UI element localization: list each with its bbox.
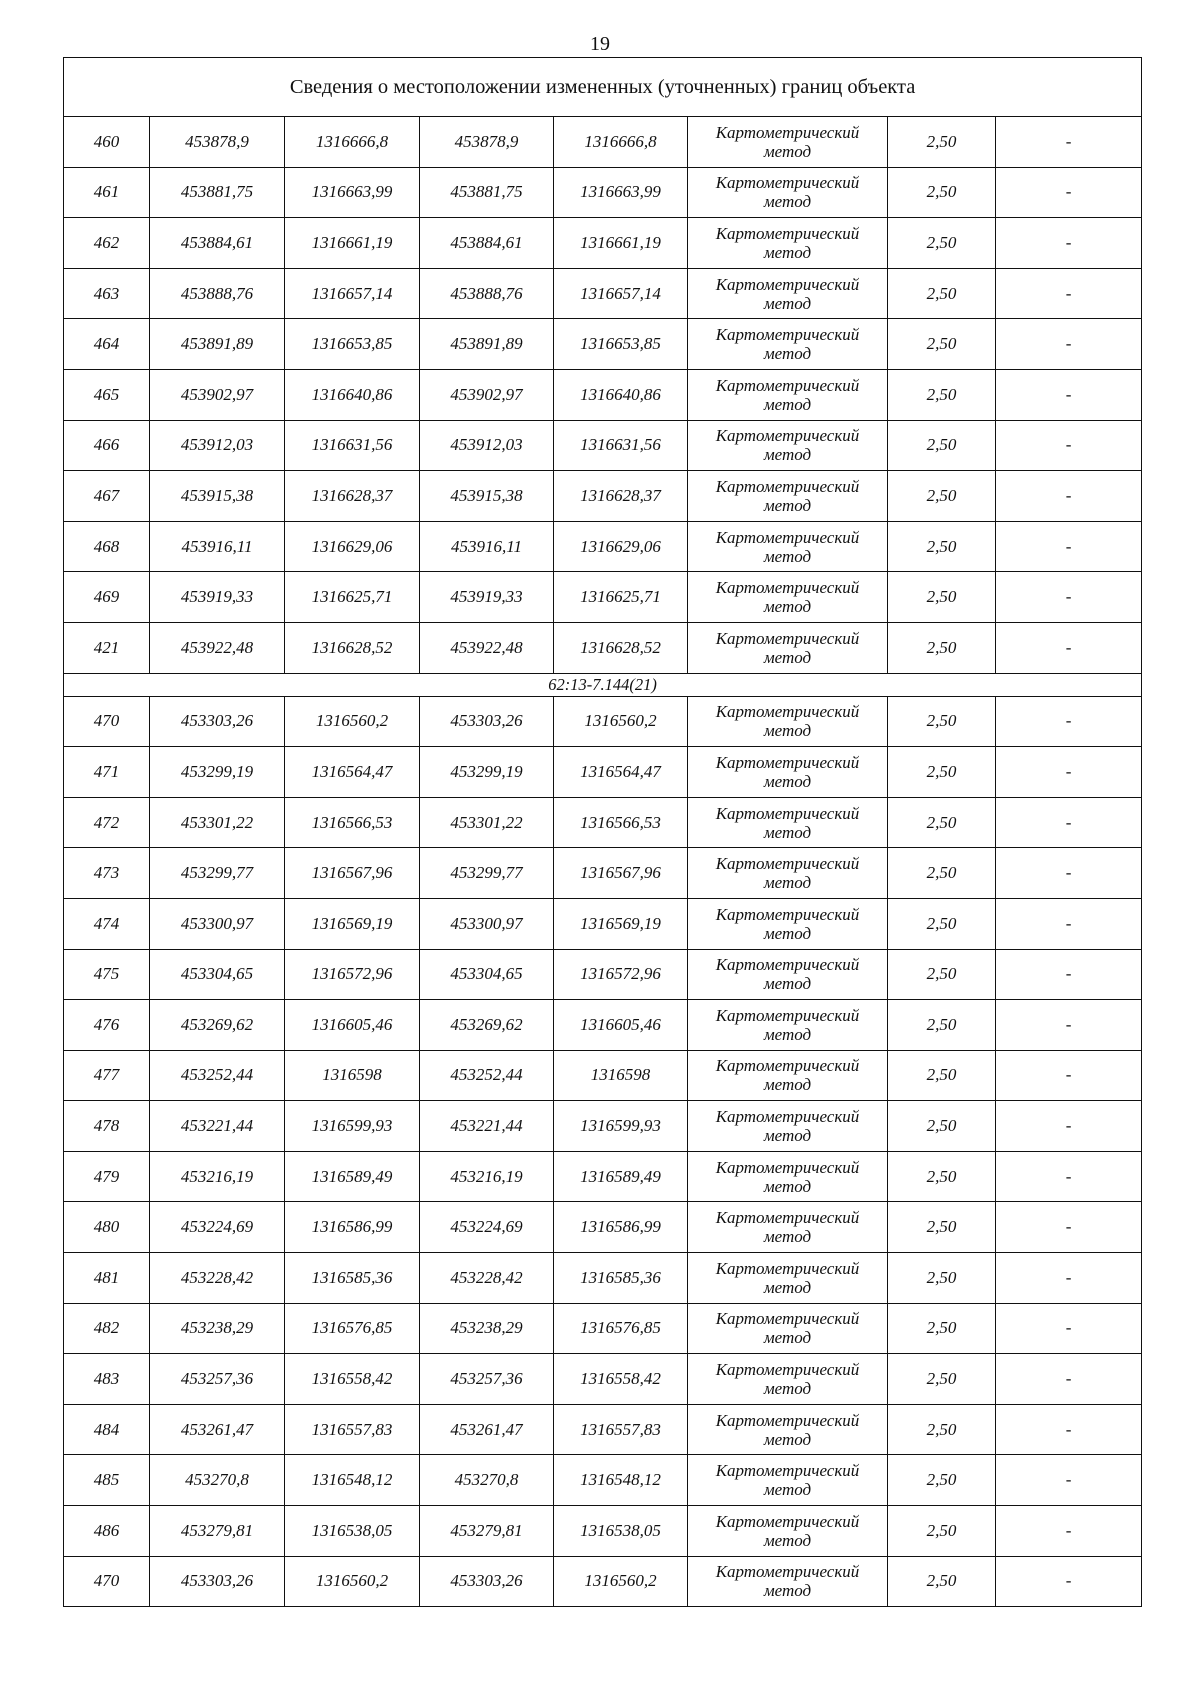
- y-coordinate-cell: 1316569,19: [285, 898, 420, 949]
- y-coordinate-cell: 1316589,49: [285, 1151, 420, 1202]
- table-row: [64, 117, 1142, 168]
- x-coordinate-cell: 453279,81: [150, 1506, 285, 1557]
- y-coordinate-refined-cell: 1316567,96: [554, 848, 688, 899]
- x-coordinate-cell: 453269,62: [150, 1000, 285, 1051]
- y-coordinate-cell: 1316560,2: [285, 696, 420, 747]
- table-row: [64, 1253, 1142, 1304]
- y-coordinate-cell: 1316599,93: [285, 1101, 420, 1152]
- y-coordinate-refined-cell: 1316585,36: [554, 1253, 688, 1304]
- note-cell: -: [996, 1202, 1142, 1253]
- x-coordinate-refined-cell: 453902,97: [420, 369, 554, 420]
- method-cell: Картометрический метод: [688, 1404, 888, 1455]
- x-coordinate-cell: 453216,19: [150, 1151, 285, 1202]
- accuracy-cell: 2,50: [888, 521, 996, 572]
- x-coordinate-cell: 453224,69: [150, 1202, 285, 1253]
- y-coordinate-cell: 1316661,19: [285, 218, 420, 269]
- x-coordinate-cell: 453922,48: [150, 622, 285, 673]
- y-coordinate-refined-cell: 1316653,85: [554, 319, 688, 370]
- accuracy-cell: 2,50: [888, 369, 996, 420]
- note-cell: -: [996, 622, 1142, 673]
- point-number-cell: 485: [64, 1455, 150, 1506]
- point-number-cell: 483: [64, 1354, 150, 1405]
- y-coordinate-cell: 1316663,99: [285, 167, 420, 218]
- x-coordinate-refined-cell: 453878,9: [420, 117, 554, 168]
- y-coordinate-refined-cell: 1316569,19: [554, 898, 688, 949]
- point-number-cell: 470: [64, 1556, 150, 1607]
- point-number-cell: 463: [64, 268, 150, 319]
- y-coordinate-refined-cell: 1316566,53: [554, 797, 688, 848]
- table-title-row: [64, 58, 1142, 117]
- method-cell: Картометрический метод: [688, 319, 888, 370]
- table-row: [64, 1151, 1142, 1202]
- note-cell: -: [996, 747, 1142, 798]
- accuracy-cell: 2,50: [888, 1050, 996, 1101]
- method-cell: Картометрический метод: [688, 1253, 888, 1304]
- y-coordinate-refined-cell: 1316557,83: [554, 1404, 688, 1455]
- x-coordinate-refined-cell: 453881,75: [420, 167, 554, 218]
- point-number-cell: 481: [64, 1253, 150, 1304]
- accuracy-cell: 2,50: [888, 1455, 996, 1506]
- note-cell: -: [996, 1404, 1142, 1455]
- boundary-coordinates-table: [63, 57, 1142, 1607]
- x-coordinate-refined-cell: 453922,48: [420, 622, 554, 673]
- point-number-cell: 484: [64, 1404, 150, 1455]
- method-cell: Картометрический метод: [688, 848, 888, 899]
- accuracy-cell: 2,50: [888, 1202, 996, 1253]
- y-coordinate-refined-cell: 1316657,14: [554, 268, 688, 319]
- table-row: [64, 1000, 1142, 1051]
- note-cell: -: [996, 218, 1142, 269]
- x-coordinate-refined-cell: 453916,11: [420, 521, 554, 572]
- table-row: [64, 319, 1142, 370]
- method-cell: Картометрический метод: [688, 521, 888, 572]
- y-coordinate-refined-cell: 1316560,2: [554, 1556, 688, 1607]
- method-cell: Картометрический метод: [688, 696, 888, 747]
- method-cell: Картометрический метод: [688, 1455, 888, 1506]
- method-cell: Картометрический метод: [688, 949, 888, 1000]
- y-coordinate-cell: 1316631,56: [285, 420, 420, 471]
- note-cell: -: [996, 1151, 1142, 1202]
- x-coordinate-refined-cell: 453224,69: [420, 1202, 554, 1253]
- note-cell: -: [996, 521, 1142, 572]
- note-cell: -: [996, 898, 1142, 949]
- table-row: [64, 268, 1142, 319]
- method-cell: Картометрический метод: [688, 471, 888, 522]
- x-coordinate-refined-cell: 453919,33: [420, 572, 554, 623]
- x-coordinate-cell: 453261,47: [150, 1404, 285, 1455]
- x-coordinate-cell: 453228,42: [150, 1253, 285, 1304]
- table-row: [64, 1404, 1142, 1455]
- x-coordinate-refined-cell: 453299,19: [420, 747, 554, 798]
- y-coordinate-refined-cell: 1316538,05: [554, 1506, 688, 1557]
- table-row: [64, 420, 1142, 471]
- table-row: [64, 218, 1142, 269]
- point-number-cell: 476: [64, 1000, 150, 1051]
- accuracy-cell: 2,50: [888, 471, 996, 522]
- note-cell: -: [996, 572, 1142, 623]
- method-cell: Картометрический метод: [688, 747, 888, 798]
- method-cell: Картометрический метод: [688, 218, 888, 269]
- y-coordinate-refined-cell: 1316625,71: [554, 572, 688, 623]
- y-coordinate-refined-cell: 1316661,19: [554, 218, 688, 269]
- x-coordinate-refined-cell: 453257,36: [420, 1354, 554, 1405]
- section-header-row: [64, 673, 1142, 696]
- point-number-cell: 482: [64, 1303, 150, 1354]
- point-number-cell: 467: [64, 471, 150, 522]
- table-row: [64, 1556, 1142, 1607]
- accuracy-cell: 2,50: [888, 167, 996, 218]
- y-coordinate-cell: 1316566,53: [285, 797, 420, 848]
- point-number-cell: 468: [64, 521, 150, 572]
- accuracy-cell: 2,50: [888, 1151, 996, 1202]
- method-cell: Картометрический метод: [688, 117, 888, 168]
- x-coordinate-refined-cell: 453216,19: [420, 1151, 554, 1202]
- x-coordinate-cell: 453303,26: [150, 696, 285, 747]
- x-coordinate-cell: 453916,11: [150, 521, 285, 572]
- accuracy-cell: 2,50: [888, 797, 996, 848]
- x-coordinate-cell: 453902,97: [150, 369, 285, 420]
- y-coordinate-cell: 1316628,37: [285, 471, 420, 522]
- page-number: 19: [590, 33, 610, 55]
- method-cell: Картометрический метод: [688, 1506, 888, 1557]
- x-coordinate-refined-cell: 453238,29: [420, 1303, 554, 1354]
- x-coordinate-cell: 453888,76: [150, 268, 285, 319]
- table-row: [64, 949, 1142, 1000]
- table-row: [64, 797, 1142, 848]
- method-cell: Картометрический метод: [688, 420, 888, 471]
- y-coordinate-cell: 1316629,06: [285, 521, 420, 572]
- point-number-cell: 474: [64, 898, 150, 949]
- note-cell: -: [996, 1556, 1142, 1607]
- table-row: [64, 572, 1142, 623]
- x-coordinate-refined-cell: 453300,97: [420, 898, 554, 949]
- note-cell: -: [996, 848, 1142, 899]
- y-coordinate-cell: 1316564,47: [285, 747, 420, 798]
- point-number-cell: 471: [64, 747, 150, 798]
- x-coordinate-refined-cell: 453888,76: [420, 268, 554, 319]
- x-coordinate-refined-cell: 453269,62: [420, 1000, 554, 1051]
- point-number-cell: 460: [64, 117, 150, 168]
- x-coordinate-refined-cell: 453252,44: [420, 1050, 554, 1101]
- note-cell: -: [996, 369, 1142, 420]
- x-coordinate-refined-cell: 453299,77: [420, 848, 554, 899]
- point-number-cell: 465: [64, 369, 150, 420]
- y-coordinate-cell: 1316557,83: [285, 1404, 420, 1455]
- table-row: [64, 848, 1142, 899]
- section-label: 62:13-7.144(21): [64, 673, 1142, 696]
- x-coordinate-cell: 453912,03: [150, 420, 285, 471]
- x-coordinate-cell: 453238,29: [150, 1303, 285, 1354]
- note-cell: -: [996, 117, 1142, 168]
- table-row: [64, 1050, 1142, 1101]
- point-number-cell: 486: [64, 1506, 150, 1557]
- accuracy-cell: 2,50: [888, 1506, 996, 1557]
- y-coordinate-refined-cell: 1316628,52: [554, 622, 688, 673]
- accuracy-cell: 2,50: [888, 1303, 996, 1354]
- table-row: [64, 747, 1142, 798]
- method-cell: Картометрический метод: [688, 1050, 888, 1101]
- y-coordinate-refined-cell: 1316548,12: [554, 1455, 688, 1506]
- y-coordinate-cell: 1316567,96: [285, 848, 420, 899]
- point-number-cell: 478: [64, 1101, 150, 1152]
- y-coordinate-refined-cell: 1316640,86: [554, 369, 688, 420]
- method-cell: Картометрический метод: [688, 268, 888, 319]
- x-coordinate-refined-cell: 453912,03: [420, 420, 554, 471]
- method-cell: Картометрический метод: [688, 622, 888, 673]
- x-coordinate-cell: 453891,89: [150, 319, 285, 370]
- method-cell: Картометрический метод: [688, 572, 888, 623]
- accuracy-cell: 2,50: [888, 898, 996, 949]
- x-coordinate-refined-cell: 453303,26: [420, 696, 554, 747]
- method-cell: Картометрический метод: [688, 369, 888, 420]
- method-cell: Картометрический метод: [688, 898, 888, 949]
- table-row: [64, 1303, 1142, 1354]
- note-cell: -: [996, 1303, 1142, 1354]
- note-cell: -: [996, 696, 1142, 747]
- point-number-cell: 421: [64, 622, 150, 673]
- note-cell: -: [996, 1506, 1142, 1557]
- table-row: [64, 1202, 1142, 1253]
- x-coordinate-refined-cell: 453915,38: [420, 471, 554, 522]
- x-coordinate-cell: 453878,9: [150, 117, 285, 168]
- y-coordinate-refined-cell: 1316663,99: [554, 167, 688, 218]
- table-row: [64, 167, 1142, 218]
- x-coordinate-refined-cell: 453303,26: [420, 1556, 554, 1607]
- note-cell: -: [996, 1354, 1142, 1405]
- accuracy-cell: 2,50: [888, 420, 996, 471]
- note-cell: -: [996, 949, 1142, 1000]
- method-cell: Картометрический метод: [688, 797, 888, 848]
- y-coordinate-refined-cell: 1316666,8: [554, 117, 688, 168]
- accuracy-cell: 2,50: [888, 1354, 996, 1405]
- y-coordinate-refined-cell: 1316586,99: [554, 1202, 688, 1253]
- x-coordinate-cell: 453303,26: [150, 1556, 285, 1607]
- note-cell: -: [996, 1050, 1142, 1101]
- x-coordinate-cell: 453300,97: [150, 898, 285, 949]
- accuracy-cell: 2,50: [888, 848, 996, 899]
- table-row: [64, 1455, 1142, 1506]
- method-cell: Картометрический метод: [688, 1101, 888, 1152]
- x-coordinate-refined-cell: 453279,81: [420, 1506, 554, 1557]
- method-cell: Картометрический метод: [688, 1303, 888, 1354]
- x-coordinate-cell: 453881,75: [150, 167, 285, 218]
- y-coordinate-cell: 1316598: [285, 1050, 420, 1101]
- y-coordinate-refined-cell: 1316564,47: [554, 747, 688, 798]
- y-coordinate-cell: 1316657,14: [285, 268, 420, 319]
- y-coordinate-cell: 1316653,85: [285, 319, 420, 370]
- x-coordinate-cell: 453257,36: [150, 1354, 285, 1405]
- point-number-cell: 475: [64, 949, 150, 1000]
- y-coordinate-refined-cell: 1316628,37: [554, 471, 688, 522]
- note-cell: -: [996, 797, 1142, 848]
- table-row: [64, 1354, 1142, 1405]
- method-cell: Картометрический метод: [688, 1202, 888, 1253]
- x-coordinate-cell: 453304,65: [150, 949, 285, 1000]
- x-coordinate-refined-cell: 453228,42: [420, 1253, 554, 1304]
- point-number-cell: 466: [64, 420, 150, 471]
- x-coordinate-cell: 453919,33: [150, 572, 285, 623]
- y-coordinate-cell: 1316586,99: [285, 1202, 420, 1253]
- note-cell: -: [996, 167, 1142, 218]
- note-cell: -: [996, 1000, 1142, 1051]
- accuracy-cell: 2,50: [888, 218, 996, 269]
- accuracy-cell: 2,50: [888, 622, 996, 673]
- point-number-cell: 480: [64, 1202, 150, 1253]
- note-cell: -: [996, 420, 1142, 471]
- x-coordinate-cell: 453299,77: [150, 848, 285, 899]
- y-coordinate-refined-cell: 1316629,06: [554, 521, 688, 572]
- y-coordinate-refined-cell: 1316558,42: [554, 1354, 688, 1405]
- method-cell: Картометрический метод: [688, 1000, 888, 1051]
- y-coordinate-cell: 1316585,36: [285, 1253, 420, 1304]
- x-coordinate-cell: 453301,22: [150, 797, 285, 848]
- x-coordinate-refined-cell: 453891,89: [420, 319, 554, 370]
- y-coordinate-refined-cell: 1316631,56: [554, 420, 688, 471]
- y-coordinate-cell: 1316572,96: [285, 949, 420, 1000]
- table-row: [64, 521, 1142, 572]
- x-coordinate-cell: 453915,38: [150, 471, 285, 522]
- method-cell: Картометрический метод: [688, 1556, 888, 1607]
- y-coordinate-refined-cell: 1316598: [554, 1050, 688, 1101]
- point-number-cell: 470: [64, 696, 150, 747]
- point-number-cell: 479: [64, 1151, 150, 1202]
- x-coordinate-refined-cell: 453304,65: [420, 949, 554, 1000]
- y-coordinate-cell: 1316560,2: [285, 1556, 420, 1607]
- y-coordinate-cell: 1316625,71: [285, 572, 420, 623]
- x-coordinate-refined-cell: 453261,47: [420, 1404, 554, 1455]
- point-number-cell: 472: [64, 797, 150, 848]
- x-coordinate-refined-cell: 453884,61: [420, 218, 554, 269]
- point-number-cell: 473: [64, 848, 150, 899]
- y-coordinate-cell: 1316628,52: [285, 622, 420, 673]
- table-title: Сведения о местоположении измененных (уточненных) границ объекта: [64, 58, 1142, 117]
- accuracy-cell: 2,50: [888, 1253, 996, 1304]
- table-row: [64, 1506, 1142, 1557]
- y-coordinate-cell: 1316538,05: [285, 1506, 420, 1557]
- accuracy-cell: 2,50: [888, 268, 996, 319]
- table-row: [64, 1101, 1142, 1152]
- method-cell: Картометрический метод: [688, 1354, 888, 1405]
- point-number-cell: 461: [64, 167, 150, 218]
- method-cell: Картометрический метод: [688, 167, 888, 218]
- accuracy-cell: 2,50: [888, 696, 996, 747]
- x-coordinate-refined-cell: 453221,44: [420, 1101, 554, 1152]
- table-row: [64, 696, 1142, 747]
- point-number-cell: 469: [64, 572, 150, 623]
- y-coordinate-cell: 1316558,42: [285, 1354, 420, 1405]
- table-row: [64, 471, 1142, 522]
- y-coordinate-cell: 1316605,46: [285, 1000, 420, 1051]
- table-row: [64, 622, 1142, 673]
- y-coordinate-cell: 1316576,85: [285, 1303, 420, 1354]
- point-number-cell: 462: [64, 218, 150, 269]
- y-coordinate-refined-cell: 1316572,96: [554, 949, 688, 1000]
- y-coordinate-refined-cell: 1316576,85: [554, 1303, 688, 1354]
- method-cell: Картометрический метод: [688, 1151, 888, 1202]
- x-coordinate-refined-cell: 453270,8: [420, 1455, 554, 1506]
- y-coordinate-refined-cell: 1316560,2: [554, 696, 688, 747]
- x-coordinate-cell: 453252,44: [150, 1050, 285, 1101]
- y-coordinate-refined-cell: 1316589,49: [554, 1151, 688, 1202]
- x-coordinate-refined-cell: 453301,22: [420, 797, 554, 848]
- accuracy-cell: 2,50: [888, 1404, 996, 1455]
- x-coordinate-cell: 453299,19: [150, 747, 285, 798]
- x-coordinate-cell: 453270,8: [150, 1455, 285, 1506]
- note-cell: -: [996, 268, 1142, 319]
- note-cell: -: [996, 1253, 1142, 1304]
- table-row: [64, 898, 1142, 949]
- y-coordinate-cell: 1316548,12: [285, 1455, 420, 1506]
- accuracy-cell: 2,50: [888, 1000, 996, 1051]
- point-number-cell: 464: [64, 319, 150, 370]
- note-cell: -: [996, 471, 1142, 522]
- x-coordinate-cell: 453221,44: [150, 1101, 285, 1152]
- y-coordinate-cell: 1316666,8: [285, 117, 420, 168]
- accuracy-cell: 2,50: [888, 572, 996, 623]
- accuracy-cell: 2,50: [888, 949, 996, 1000]
- note-cell: -: [996, 1455, 1142, 1506]
- y-coordinate-refined-cell: 1316599,93: [554, 1101, 688, 1152]
- y-coordinate-cell: 1316640,86: [285, 369, 420, 420]
- x-coordinate-cell: 453884,61: [150, 218, 285, 269]
- accuracy-cell: 2,50: [888, 117, 996, 168]
- note-cell: -: [996, 319, 1142, 370]
- table-body: [64, 58, 1142, 1607]
- accuracy-cell: 2,50: [888, 1101, 996, 1152]
- table-row: [64, 369, 1142, 420]
- point-number-cell: 477: [64, 1050, 150, 1101]
- accuracy-cell: 2,50: [888, 1556, 996, 1607]
- y-coordinate-refined-cell: 1316605,46: [554, 1000, 688, 1051]
- accuracy-cell: 2,50: [888, 319, 996, 370]
- note-cell: -: [996, 1101, 1142, 1152]
- accuracy-cell: 2,50: [888, 747, 996, 798]
